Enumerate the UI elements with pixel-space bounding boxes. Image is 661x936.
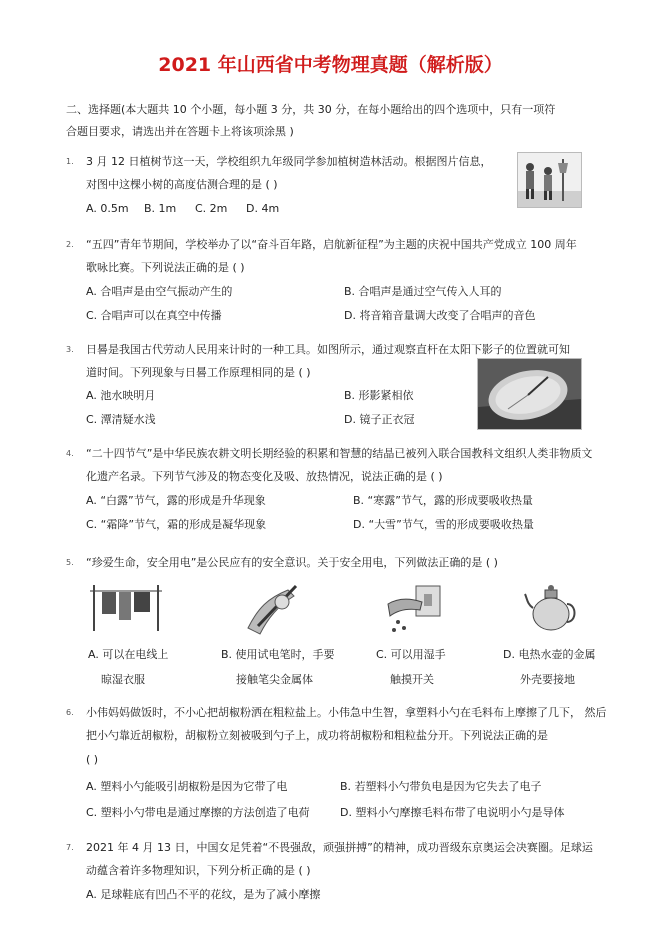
question-number: 3. (66, 345, 74, 354)
question-text: 2021 年 4 月 13 日，中国女足凭着“不畏强敌，顽强拼搏”的精神，成功晋级东京奥运会决赛圈。足球运 (86, 841, 593, 854)
option: A. “白露”节气，露的形成是升华现象 (86, 494, 266, 507)
question-number: 7. (66, 843, 74, 852)
option: B. 1m (144, 202, 177, 215)
test-pen-hand-illustration (238, 578, 302, 636)
option: C. 合唱声可以在真空中传播 (86, 309, 222, 322)
option: A. 足球鞋底有凹凸不平的花纹，是为了减小摩擦 (86, 888, 321, 901)
question-number: 4. (66, 449, 74, 458)
option: A. 0.5m (86, 202, 129, 215)
section-heading-line-2: 合题目要求，请选出并在答题卡上将该项涂黑 ) (66, 125, 294, 138)
option: D. 4m (246, 202, 280, 215)
option: D. 塑料小勺摩擦毛料布带了电说明小勺是导体 (340, 806, 565, 819)
question-text: 化遗产名录。下列节气涉及的物态变化及吸、放热情况，说法正确的是 ( ) (86, 470, 443, 483)
question-text: 动蕴含着许多物理知识，下列分析正确的是 ( ) (86, 864, 311, 877)
option: D. 镜子正衣冠 (344, 413, 415, 426)
option-continued: 接触笔尖金属体 (236, 673, 313, 686)
question-number: 2. (66, 240, 74, 249)
option: C. 塑料小勺带电是通过摩擦的方法创造了电荷 (86, 806, 310, 819)
option-continued: 外壳要接地 (520, 673, 575, 686)
question-number: 1. (66, 157, 74, 166)
option-continued: 晾湿衣服 (101, 673, 145, 686)
option: C. 可以用湿手 (376, 648, 446, 661)
question-text: 3 月 12 日植树节这一天，学校组织九年级同学参加植树造林活动。根据图片信息， (86, 155, 492, 168)
option: A. 塑料小勺能吸引胡椒粉是因为它带了电 (86, 780, 288, 793)
option: D. “大雪”节气，雪的形成要吸收热量 (353, 518, 534, 531)
sundial-photo (477, 358, 582, 430)
question-number: 6. (66, 708, 74, 717)
option: A. 可以在电线上 (88, 648, 169, 661)
question-text: 歌咏比赛。下列说法正确的是 ( ) (86, 261, 245, 274)
question-text: ( ) (86, 753, 99, 766)
question-text: “二十四节气”是中华民族农耕文明长期经验的积累和智慧的结晶已被列入联合国教科文组织人类非物质文 (86, 447, 593, 460)
option-continued: 触摸开关 (390, 673, 434, 686)
electric-kettle-illustration (523, 578, 579, 634)
section-heading-line-1: 二、选择题(本大题共 10 个小题，每小题 3 分，共 30 分，在每小题给出的四个选项中，只有一项符 (66, 103, 556, 116)
question-text: 把小勺靠近胡椒粉，胡椒粉立刻被吸到勺子上，成功将胡椒粉和粗粒盐分开。下列说法正确的是 (86, 729, 548, 742)
question-text: “五四”青年节期间，学校举办了以“奋斗百年路，启航新征程”为主题的庆祝中国共产党成立 100 周年 (86, 238, 577, 251)
option: B. “寒露”节气，露的形成要吸收热量 (353, 494, 533, 507)
wet-clothes-on-wire-illustration (88, 583, 164, 633)
option: C. 2m (195, 202, 228, 215)
option: B. 使用试电笔时，手要 (221, 648, 335, 661)
question-text: 对图中这棵小树的高度估测合理的是 ( ) (86, 178, 278, 191)
option: B. 形影紧相依 (344, 389, 414, 402)
option: B. 若塑料小勺带负电是因为它失去了电子 (340, 780, 542, 793)
option: C. 潭清疑水浅 (86, 413, 156, 426)
option: C. “霜降”节气，霜的形成是凝华现象 (86, 518, 267, 531)
option: B. 合唱声是通过空气传入人耳的 (344, 285, 502, 298)
wet-hand-switch-illustration (384, 580, 446, 636)
question-text: 小伟妈妈做饭时，不小心把胡椒粉洒在粗粒盐上。小伟急中生智，拿塑料小勺在毛料布上摩擦了几下， 然后 (86, 706, 607, 719)
option: D. 将音箱音量调大改变了合唱声的音色 (344, 309, 536, 322)
tree-planting-photo (517, 152, 582, 208)
question-text: 道时间。下列现象与日晷工作原理相同的是 ( ) (86, 366, 311, 379)
option: D. 电热水壶的金属 (503, 648, 596, 661)
option: A. 合唱声是由空气振动产生的 (86, 285, 233, 298)
question-number: 5. (66, 558, 74, 567)
question-text: 日晷是我国古代劳动人民用来计时的一种工具。如图所示，通过观察直杆在太阳下影子的位置就可知 (86, 343, 570, 356)
question-text: “珍爱生命，安全用电”是公民应有的安全意识。关于安全用电，下列做法正确的是 ( ) (86, 556, 498, 569)
page-title: 2021 年山西省中考物理真题（解析版） (158, 54, 503, 76)
option: A. 池水映明月 (86, 389, 156, 402)
